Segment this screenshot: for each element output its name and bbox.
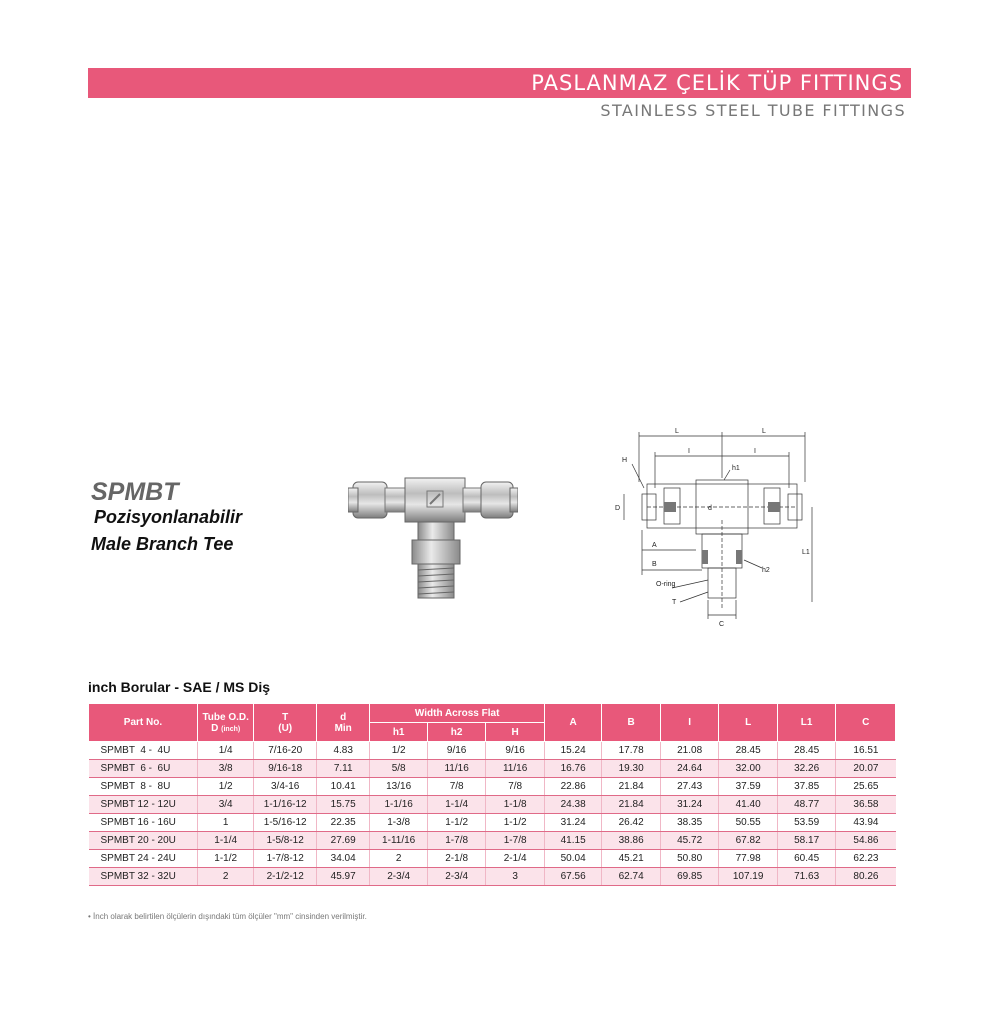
header-h1: h1 <box>370 723 427 742</box>
table-cell: 17.78 <box>602 742 661 760</box>
table-cell: 27.43 <box>660 778 719 796</box>
table-row <box>89 850 896 868</box>
table-cell: 15.75 <box>316 796 369 814</box>
table-cell: 1-7/8 <box>486 832 545 850</box>
table-cell: 2-1/2-12 <box>254 868 317 886</box>
part-number-cell: SPMBT 12 - 12U <box>89 796 198 814</box>
table-cell: 21.08 <box>660 742 719 760</box>
header-tube-od-sub: D <box>211 722 219 734</box>
table-cell: 1-7/8 <box>427 832 486 850</box>
table-cell: 1/2 <box>197 778 253 796</box>
table-cell: 2-1/8 <box>427 850 486 868</box>
table-cell: 67.56 <box>544 868 601 886</box>
table-cell: 7/8 <box>486 778 545 796</box>
label-L-left: L <box>675 428 679 435</box>
table-cell: 60.45 <box>777 850 836 868</box>
table-cell: 37.85 <box>777 778 836 796</box>
table-cell: 13/16 <box>370 778 427 796</box>
label-I-left: I <box>688 448 690 455</box>
part-number-cell: SPMBT 6 - 6U <box>89 760 198 778</box>
table-cell: 1-1/4 <box>427 796 486 814</box>
table-cell: 45.97 <box>316 868 369 886</box>
table-cell: 1-1/2 <box>427 814 486 832</box>
table-cell: 1-5/16-12 <box>254 814 317 832</box>
table-row <box>89 760 896 778</box>
table-row <box>89 778 896 796</box>
header-a: A <box>544 704 601 742</box>
table-cell: 25.65 <box>836 778 896 796</box>
table-cell: 1-1/2 <box>486 814 545 832</box>
table-cell: 20.07 <box>836 760 896 778</box>
table-cell: 24.64 <box>660 760 719 778</box>
header-tube-od-label: Tube O.D. <box>202 711 249 723</box>
table-cell: 7.11 <box>316 760 369 778</box>
table-cell: 21.84 <box>602 796 661 814</box>
table-cell: 26.42 <box>602 814 661 832</box>
table-row <box>89 742 896 760</box>
table-cell: 24.38 <box>544 796 601 814</box>
table-cell: 1/2 <box>370 742 427 760</box>
table-cell: 45.72 <box>660 832 719 850</box>
table-cell: 77.98 <box>719 850 778 868</box>
label-T: T <box>672 599 677 606</box>
dimensions-table <box>88 703 896 886</box>
header-d <box>316 704 369 742</box>
table-cell: 7/16-20 <box>254 742 317 760</box>
header-t-label: T <box>282 711 289 723</box>
table-cell: 1-1/8 <box>486 796 545 814</box>
table-cell: 32.00 <box>719 760 778 778</box>
label-C: C <box>719 621 725 628</box>
table-cell: 62.74 <box>602 868 661 886</box>
header-title-tr: PASLANMAZ ÇELİK TÜP FITTINGS <box>531 71 903 95</box>
header-d-sub: Min <box>334 722 352 734</box>
table-cell: 45.21 <box>602 850 661 868</box>
table-title: inch Borular - SAE / MS Diş <box>88 679 271 695</box>
header-b: B <box>602 704 661 742</box>
footnote: • İnch olarak belirtilen ölçülerin dışındaki tüm ölçüler "mm" cinsinden verilmiştir. <box>88 912 367 921</box>
label-L1: L1 <box>802 549 810 556</box>
table-cell: 10.41 <box>316 778 369 796</box>
table-cell: 2-3/4 <box>370 868 427 886</box>
table-cell: 41.40 <box>719 796 778 814</box>
table-cell: 11/16 <box>427 760 486 778</box>
table-cell: 28.45 <box>719 742 778 760</box>
table-cell: 27.69 <box>316 832 369 850</box>
table-cell: 28.45 <box>777 742 836 760</box>
table-row <box>89 796 896 814</box>
table-cell: 11/16 <box>486 760 545 778</box>
label-L-right: L <box>762 428 766 435</box>
part-number-cell: SPMBT 16 - 16U <box>89 814 198 832</box>
table-cell: 16.76 <box>544 760 601 778</box>
table-cell: 50.55 <box>719 814 778 832</box>
table-cell: 58.17 <box>777 832 836 850</box>
table-cell: 71.63 <box>777 868 836 886</box>
table-cell: 54.86 <box>836 832 896 850</box>
table-cell: 41.15 <box>544 832 601 850</box>
label-I-right: I <box>754 448 756 455</box>
header-tube-od-unit: (inch) <box>221 725 241 733</box>
table-cell: 22.86 <box>544 778 601 796</box>
table-row <box>89 814 896 832</box>
table-cell: 22.35 <box>316 814 369 832</box>
table-cell: 2 <box>370 850 427 868</box>
table-cell: 1 <box>197 814 253 832</box>
table-cell: 31.24 <box>660 796 719 814</box>
label-oring: O-ring <box>656 581 676 588</box>
table-cell: 62.23 <box>836 850 896 868</box>
header-part-no: Part No. <box>89 704 198 742</box>
table-cell: 3/4-16 <box>254 778 317 796</box>
header-tube-od <box>197 704 253 742</box>
header-title-en: STAINLESS STEEL TUBE FITTINGS <box>600 101 906 120</box>
table-cell: 3 <box>486 868 545 886</box>
table-body <box>89 742 896 886</box>
part-number-cell: SPMBT 20 - 20U <box>89 832 198 850</box>
table-cell: 16.51 <box>836 742 896 760</box>
part-number-cell: SPMBT 32 - 32U <box>89 868 198 886</box>
product-name-line2: Male Branch Tee <box>91 534 234 554</box>
table-cell: 2-3/4 <box>427 868 486 886</box>
table-cell: 4.83 <box>316 742 369 760</box>
table-cell: 80.26 <box>836 868 896 886</box>
table-cell: 1-7/8-12 <box>254 850 317 868</box>
table-cell: 2-1/4 <box>486 850 545 868</box>
table-cell: 32.26 <box>777 760 836 778</box>
header-t <box>254 704 317 742</box>
table-cell: 19.30 <box>602 760 661 778</box>
table-cell: 9/16 <box>486 742 545 760</box>
table-cell: 1-1/4 <box>197 832 253 850</box>
table-cell: 43.94 <box>836 814 896 832</box>
product-photo <box>348 468 518 608</box>
header-t-sub: (U) <box>278 722 293 734</box>
table-cell: 38.35 <box>660 814 719 832</box>
label-h1: h1 <box>732 465 740 472</box>
table-row <box>89 868 896 886</box>
label-A: A <box>652 542 657 549</box>
header-i: I <box>660 704 719 742</box>
table-cell: 69.85 <box>660 868 719 886</box>
table-cell: 15.24 <box>544 742 601 760</box>
header-l: L <box>719 704 778 742</box>
part-number-cell: SPMBT 24 - 24U <box>89 850 198 868</box>
table-cell: 7/8 <box>427 778 486 796</box>
table-cell: 67.82 <box>719 832 778 850</box>
table-cell: 37.59 <box>719 778 778 796</box>
table-cell: 1-3/8 <box>370 814 427 832</box>
table-cell: 36.58 <box>836 796 896 814</box>
label-d: d <box>708 505 712 512</box>
table-cell: 21.84 <box>602 778 661 796</box>
label-B: B <box>652 561 657 568</box>
part-number-cell: SPMBT 4 - 4U <box>89 742 198 760</box>
label-H: H <box>622 457 628 464</box>
table-cell: 1-11/16 <box>370 832 427 850</box>
table-cell: 1-1/16 <box>370 796 427 814</box>
table-cell: 3/4 <box>197 796 253 814</box>
table-cell: 5/8 <box>370 760 427 778</box>
table-cell: 38.86 <box>602 832 661 850</box>
header-c: C <box>836 704 896 742</box>
table-cell: 9/16-18 <box>254 760 317 778</box>
technical-drawing <box>612 420 832 630</box>
table-cell: 48.77 <box>777 796 836 814</box>
table-cell: 31.24 <box>544 814 601 832</box>
label-D: D <box>615 505 621 512</box>
table-cell: 2 <box>197 868 253 886</box>
table-cell: 1-5/8-12 <box>254 832 317 850</box>
table-cell: 50.04 <box>544 850 601 868</box>
table-cell: 1/4 <box>197 742 253 760</box>
header-hh: H <box>486 723 545 742</box>
table-cell: 1-1/2 <box>197 850 253 868</box>
header-l1: L1 <box>777 704 836 742</box>
part-number-cell: SPMBT 8 - 8U <box>89 778 198 796</box>
header-width-across-flat: Width Across Flat <box>370 704 544 723</box>
table-cell: 53.59 <box>777 814 836 832</box>
table-cell: 34.04 <box>316 850 369 868</box>
table-cell: 3/8 <box>197 760 253 778</box>
table-cell: 50.80 <box>660 850 719 868</box>
product-name-line1: Pozisyonlanabilir <box>94 507 243 527</box>
table-row <box>89 832 896 850</box>
table-cell: 1-1/16-12 <box>254 796 317 814</box>
product-code: SPMBT <box>91 478 179 506</box>
header-banner <box>88 68 911 98</box>
header-d-label: d <box>340 711 347 723</box>
table-cell: 9/16 <box>427 742 486 760</box>
label-h2: h2 <box>762 567 770 574</box>
table-cell: 107.19 <box>719 868 778 886</box>
header-h2: h2 <box>427 723 486 742</box>
